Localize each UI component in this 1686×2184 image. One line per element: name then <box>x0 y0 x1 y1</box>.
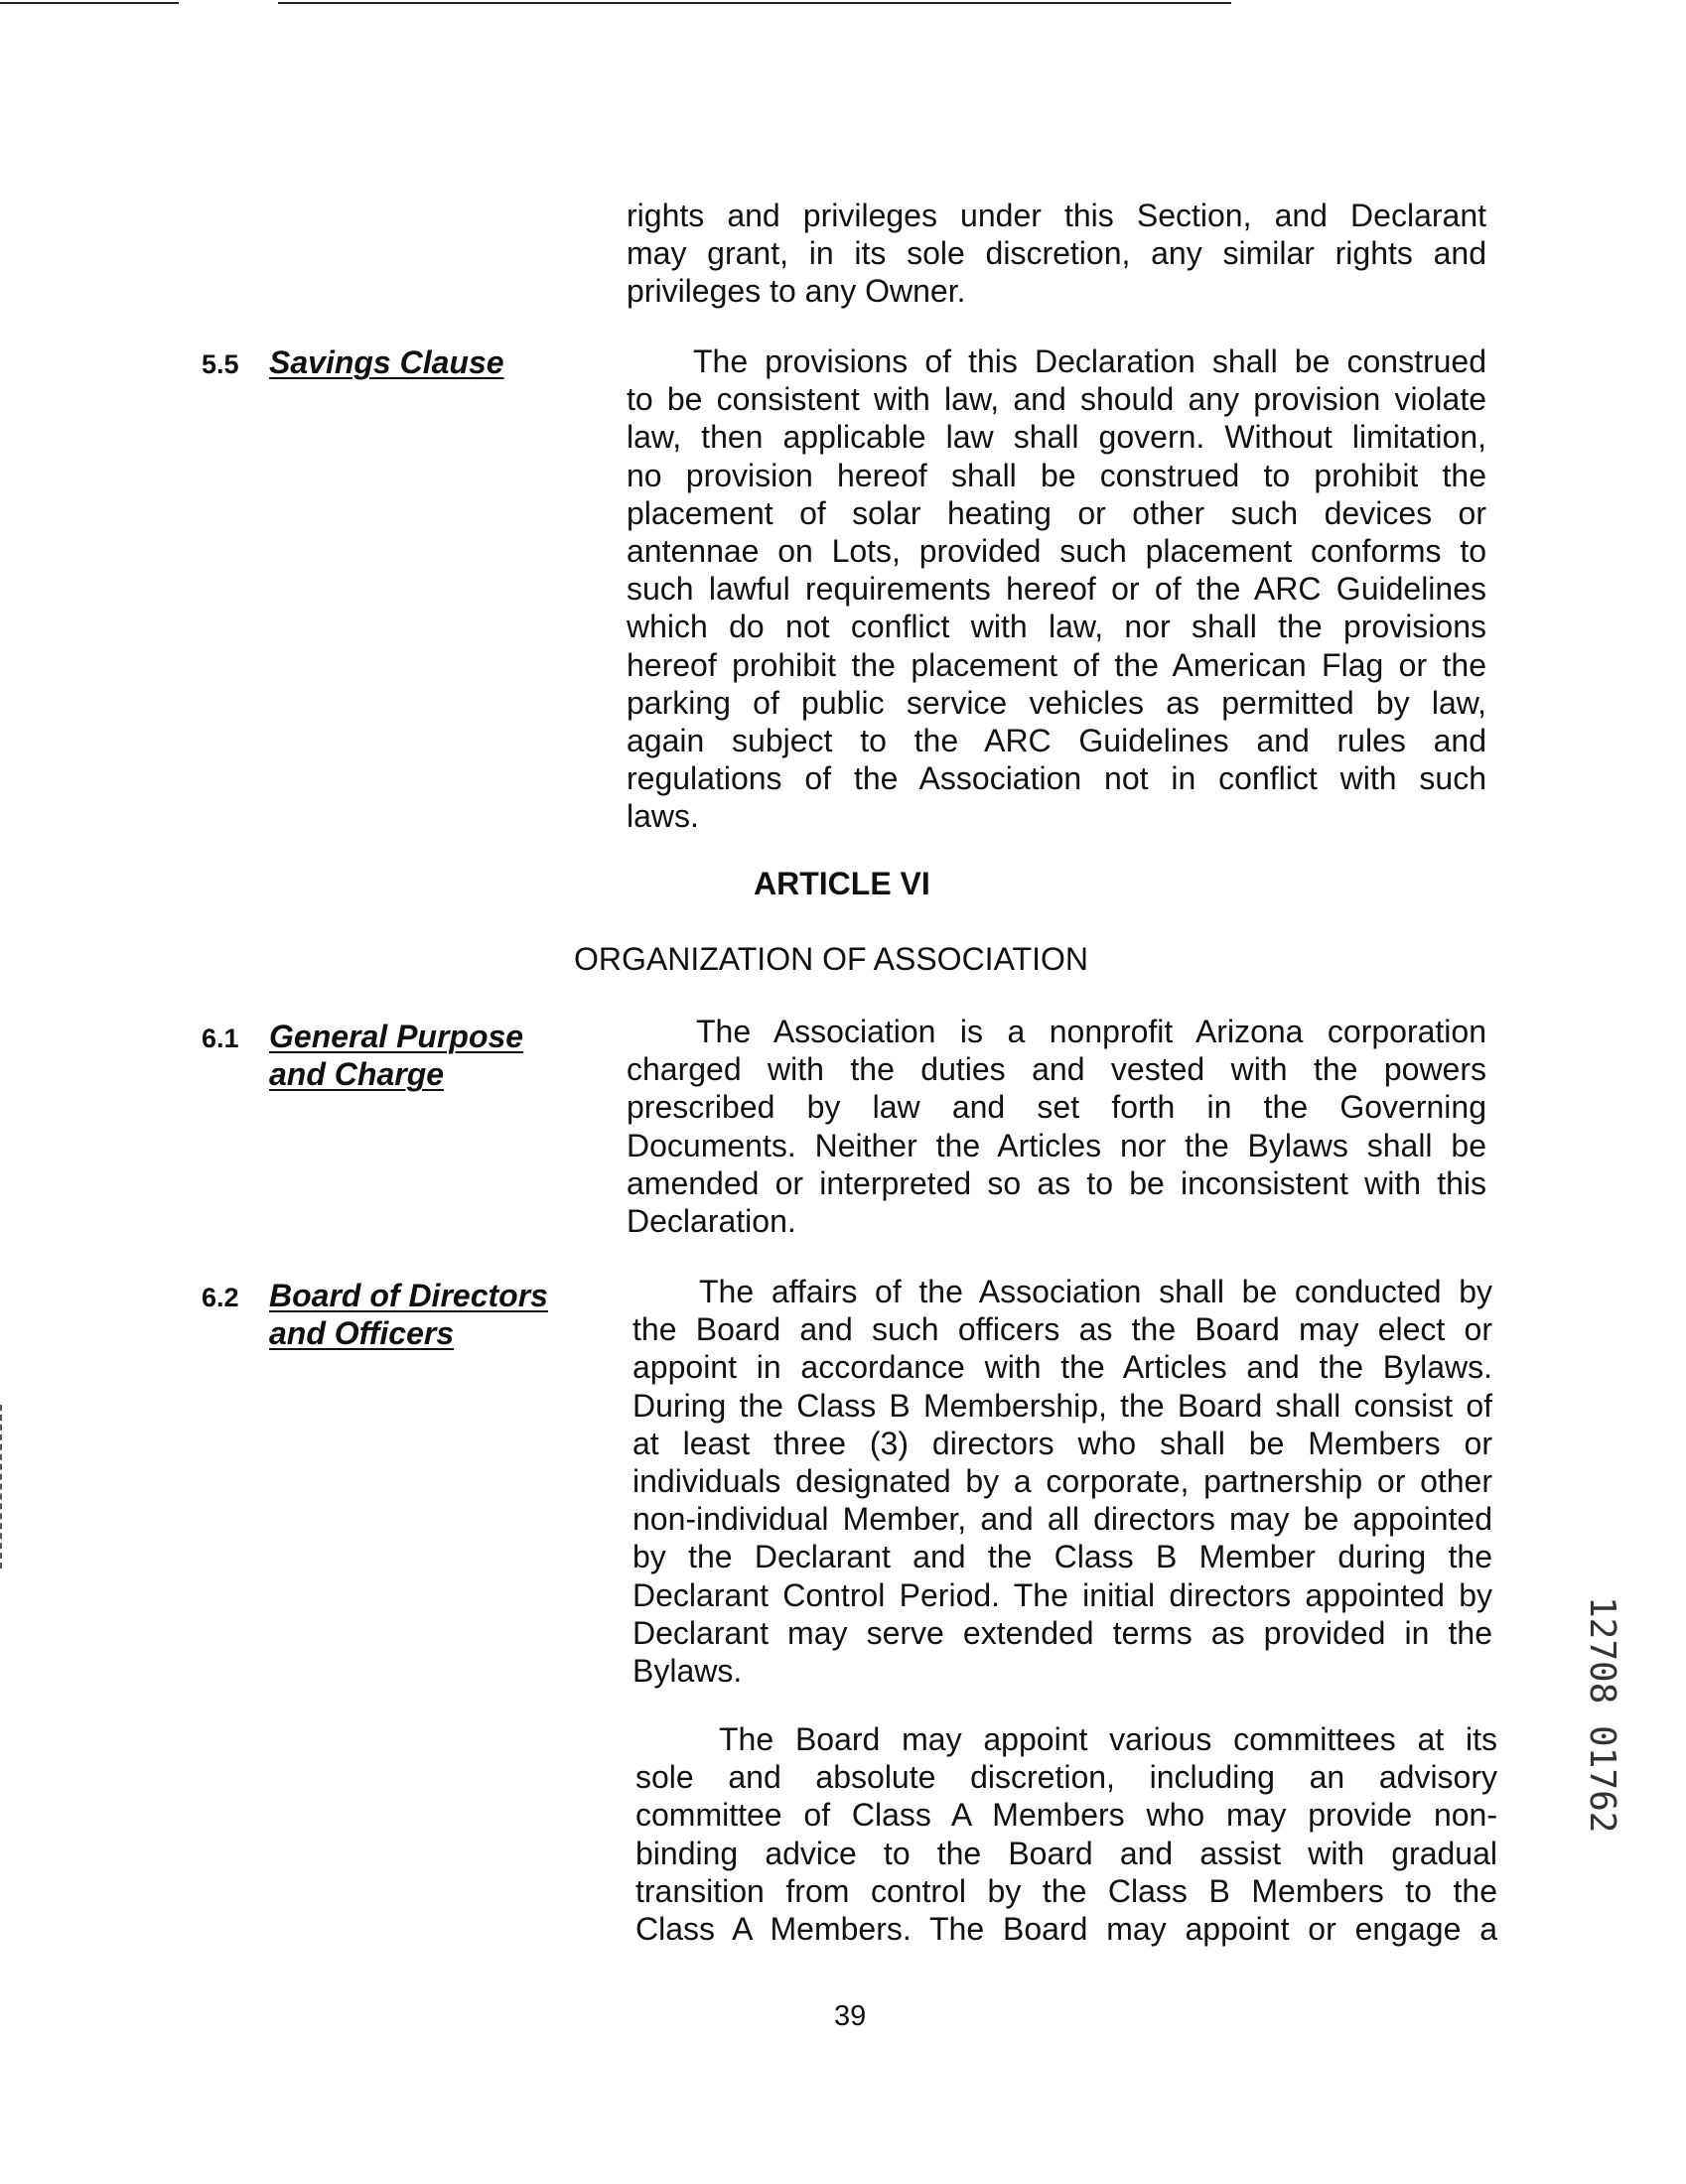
text-line: privileges to any Owner. <box>627 273 966 310</box>
text-line: may grant, in its sole discretion, any similar rights and <box>627 235 1486 272</box>
text-line: Class A Members. The Board may appoint or engage a <box>635 1910 1497 1947</box>
text-line: regulations of the Association not in conflict with such <box>627 760 1486 797</box>
section-title-line2: and Officers <box>269 1315 455 1351</box>
continuation-paragraph <box>627 197 1486 311</box>
section-number: 6.2 <box>202 1283 239 1312</box>
text-line: the Board and such officers as the Board may elect or <box>632 1311 1492 1348</box>
text-line: parking of public service vehicles as permitted by law, <box>627 684 1486 721</box>
section-6-1-paragraph <box>627 1013 1486 1240</box>
section-title: Savings Clause <box>269 344 504 380</box>
section-title-line1: General Purpose <box>269 1019 524 1054</box>
section-6-2-paragraph-2 <box>635 1720 1497 1948</box>
section-number: 6.1 <box>202 1024 239 1053</box>
text-line: sole and absolute discretion, including an advisory <box>635 1759 1497 1796</box>
text-line: Declaration. <box>627 1202 796 1239</box>
text-line: law, then applicable law shall govern. Without limitation, <box>627 419 1486 456</box>
article-subheading: ORGANIZATION OF ASSOCIATION <box>574 941 1088 977</box>
text-line: by the Declarant and the Class B Member during the <box>632 1539 1492 1575</box>
article-title: ARTICLE VI <box>754 866 930 901</box>
text-line: placement of solar heating or other such devices or <box>627 494 1486 531</box>
text-line: again subject to the ARC Guidelines and rules and <box>627 722 1486 758</box>
text-line: rights and privileges under this Section, and Declarant <box>627 198 1486 233</box>
text-line: which do not conflict with law, nor shall the provisions <box>627 609 1486 645</box>
text-line: no provision hereof shall be construed to prohibit the <box>627 457 1486 493</box>
page-number: 39 <box>834 2000 867 2032</box>
text-line: The provisions of this Declaration shall be construed <box>693 343 1486 379</box>
section-6-2-paragraph <box>632 1273 1492 1690</box>
text-line: binding advice to the Board and assist with gradual <box>635 1835 1497 1871</box>
text-line: hereof prohibit the placement of the American Flag or the <box>627 646 1486 683</box>
text-line: antennae on Lots, provided such placement conforms to <box>627 532 1486 569</box>
recording-stamp: 12708 01762 <box>1582 1596 1622 1834</box>
text-line: at least three (3) directors who shall be Members or <box>632 1425 1492 1461</box>
text-line: The Association is a nonprofit Arizona corporation <box>696 1014 1486 1049</box>
top-border-left <box>0 2 179 4</box>
section-number: 5.5 <box>202 349 239 379</box>
text-line: During the Class B Membership, the Board shall consist of <box>632 1387 1492 1424</box>
text-line: The affairs of the Association shall be conducted by <box>699 1274 1492 1309</box>
text-line: transition from control by the Class B Members to the <box>635 1872 1497 1909</box>
text-line: committee of Class A Members who may provide non- <box>635 1797 1497 1834</box>
text-line: individuals designated by a corporate, partnership or other <box>632 1462 1492 1499</box>
section-title-line2: and Charge <box>269 1056 445 1092</box>
text-line: amended or interpreted so as to be inconsistent with this <box>627 1164 1486 1201</box>
text-line: charged with the duties and vested with the powers <box>627 1051 1486 1088</box>
section-title-line1: Board of Directors <box>269 1278 548 1313</box>
scan-edge-mark <box>0 1405 5 1569</box>
text-line: Bylaws. <box>632 1652 743 1689</box>
text-line: Declarant may serve extended terms as provided in the <box>632 1614 1492 1651</box>
text-line: non-individual Member, and all directors may be appointed <box>632 1501 1492 1538</box>
text-line: prescribed by law and set forth in the Governing <box>627 1089 1486 1126</box>
text-line: such lawful requirements hereof or of the ARC Guidelines <box>627 571 1486 608</box>
text-line: The Board may appoint various committees at its <box>719 1721 1497 1757</box>
text-line: Documents. Neither the Articles nor the Bylaws shall be <box>627 1127 1486 1163</box>
text-line: laws. <box>627 798 699 835</box>
top-border-right <box>278 2 1231 4</box>
section-5-5-paragraph <box>627 342 1486 835</box>
text-line: Declarant Control Period. The initial directors appointed by <box>632 1576 1492 1613</box>
text-line: to be consistent with law, and should any provision violate <box>627 381 1486 418</box>
text-line: appoint in accordance with the Articles and the Bylaws. <box>632 1349 1492 1386</box>
